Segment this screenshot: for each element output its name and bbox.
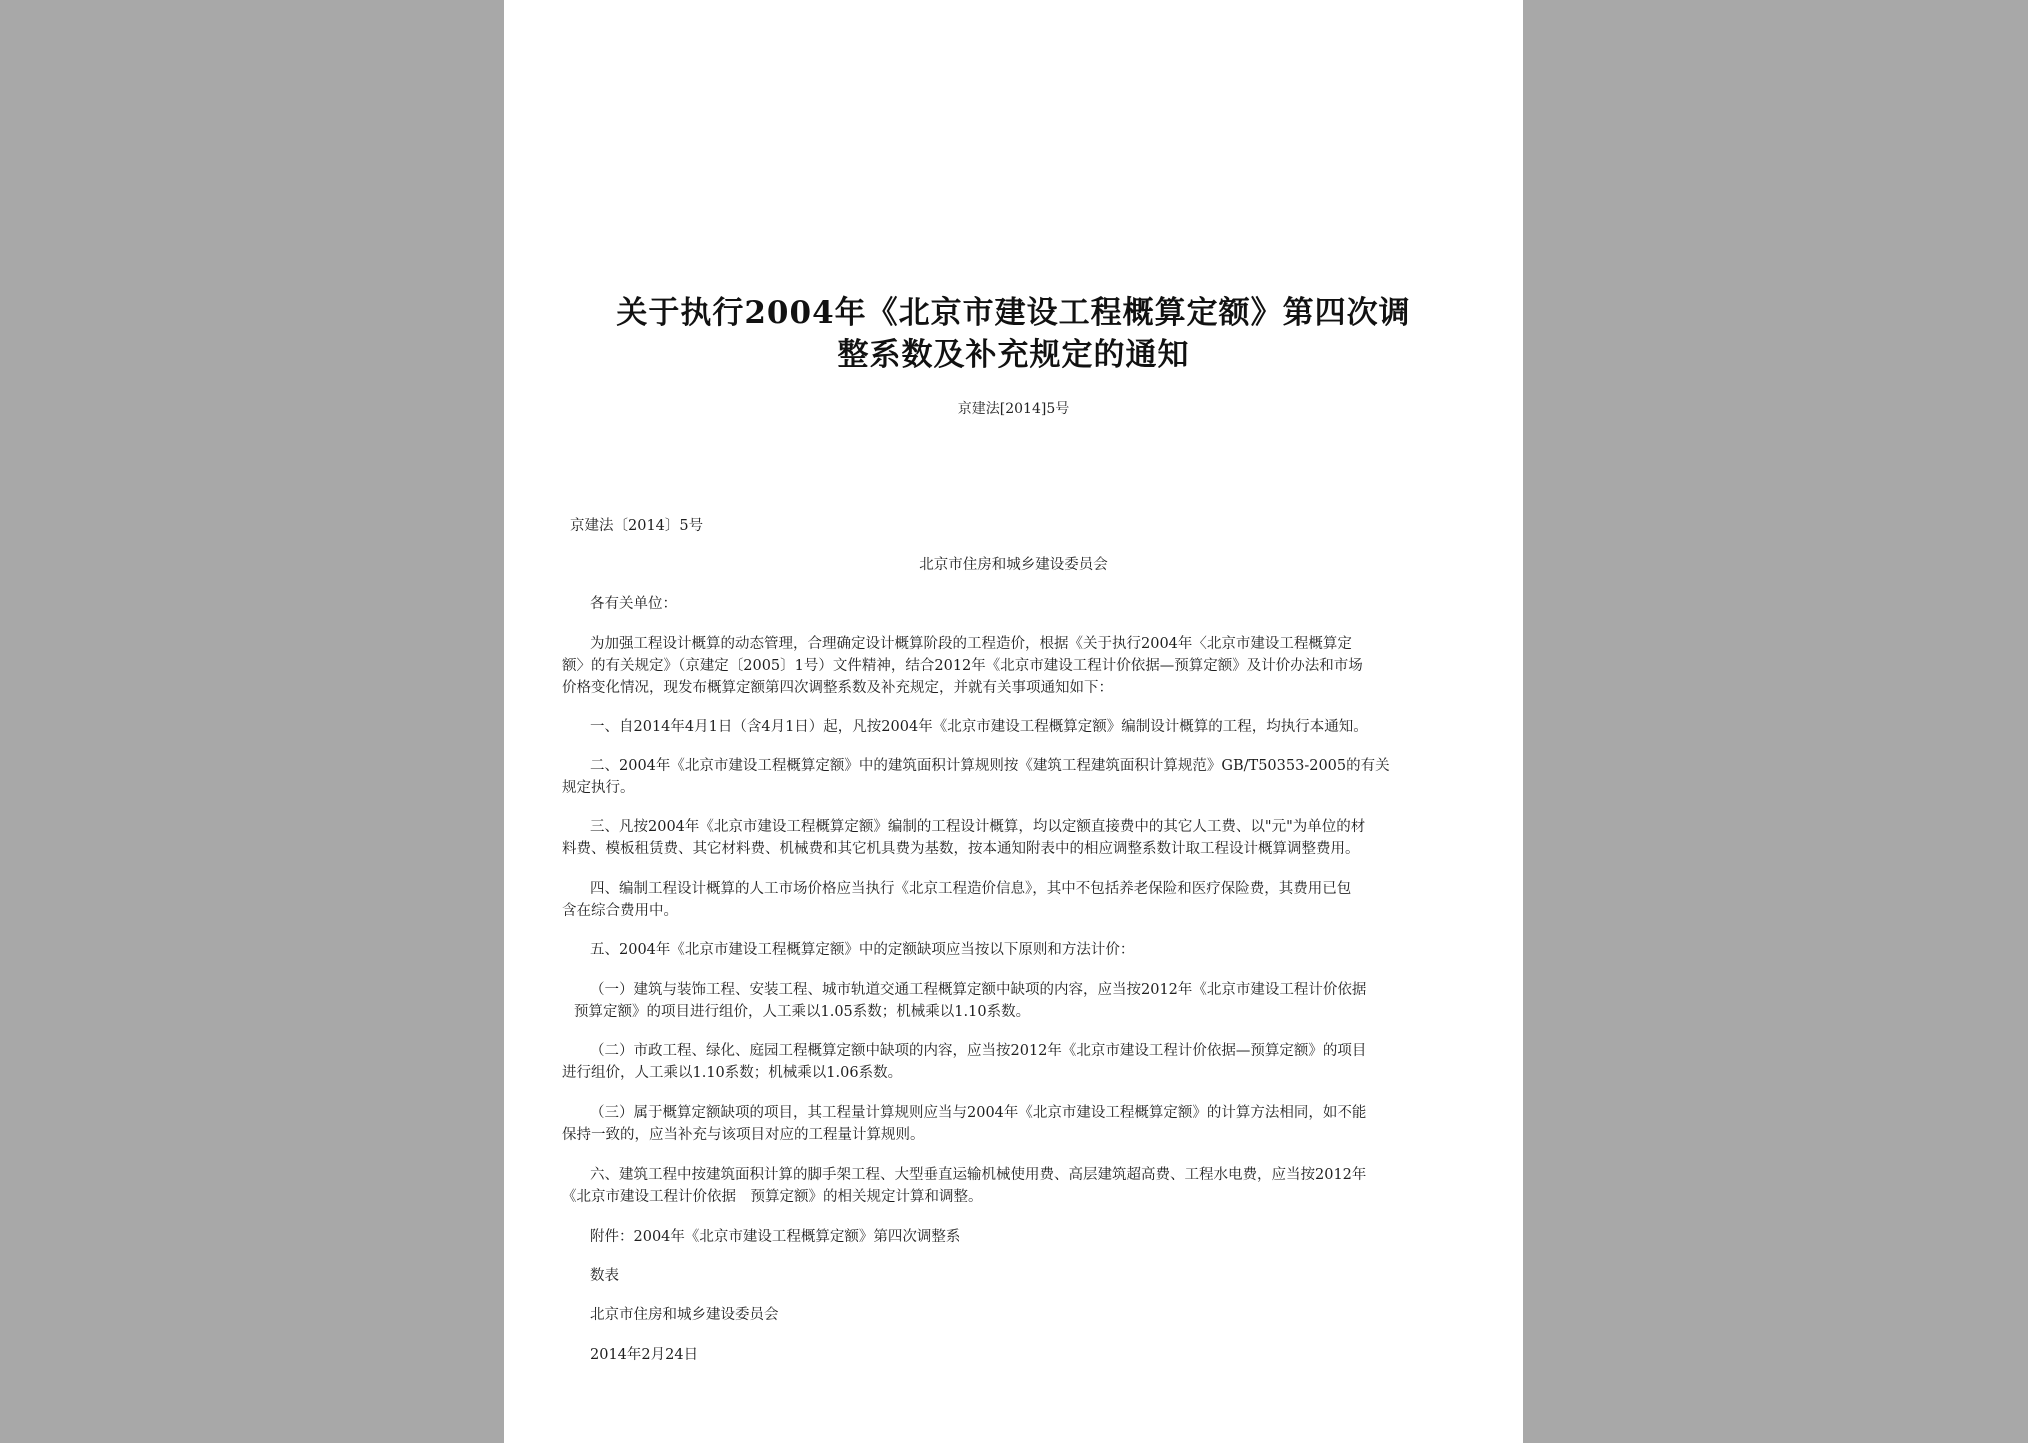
- paragraph-line: 规定执行。: [562, 780, 635, 796]
- paragraph-line: 料费、模板租赁费、其它材料费、机械费和其它机具费为基数，按本通知附表中的相应调整系数计取工程设计概算调整费用。: [562, 841, 1360, 857]
- paragraph-line: 价格变化情况，现发布概算定额第四次调整系数及补充规定，并就有关事项通知如下：: [562, 680, 1113, 696]
- paragraph-line: 三、凡按2004年《北京市建设工程概算定额》编制的工程设计概算，均以定额直接费中的其它人工费、以"元"为单位的材: [590, 819, 1366, 835]
- attachment-line: 附件：2004年《北京市建设工程概算定额》第四次调整系: [590, 1229, 961, 1245]
- paragraph-line: （二）市政工程、绿化、庭园工程概算定额中缺项的内容，应当按2012年《北京市建设工程计价依据—预算定额》的项目: [590, 1043, 1367, 1059]
- paragraph-line: 含在综合费用中。: [562, 903, 678, 919]
- paragraph-line: 四、编制工程设计概算的人工市场价格应当执行《北京工程造价信息》，其中不包括养老保险和医疗保险费，其费用已包: [590, 881, 1352, 897]
- paragraph-line: 《北京市建设工程计价依据 预算定额》的相关规定计算和调整。: [562, 1189, 983, 1205]
- paragraph-line: （一）建筑与装饰工程、安装工程、城市轨道交通工程概算定额中缺项的内容，应当按2012年《北京市建设工程计价依据: [590, 982, 1367, 998]
- issue-date: 2014年2月24日: [590, 1347, 699, 1363]
- paragraph-line: 二、2004年《北京市建设工程概算定额》中的建筑面积计算规则按《建筑工程建筑面积计算规范》GB/T50353-2005的有关: [590, 758, 1390, 774]
- paragraph-line: 六、建筑工程中按建筑面积计算的脚手架工程、大型垂直运输机械使用费、高层建筑超高费、工程水电费，应当按2012年: [590, 1167, 1367, 1183]
- issuer-name: 北京市住房和城乡建设委员会: [919, 557, 1108, 573]
- paragraph-line: 进行组价，人工乘以1.10系数；机械乘以1.06系数。: [562, 1065, 903, 1081]
- paragraph-line: 预算定额》的项目进行组价，人工乘以1.05系数；机械乘以1.10系数。: [574, 1004, 1031, 1020]
- paragraph-line: （三）属于概算定额缺项的项目，其工程量计算规则应当与2004年《北京市建设工程概算定额》的计算方法相同，如不能: [590, 1105, 1367, 1121]
- document-title-line-2: 整系数及补充规定的通知: [837, 337, 1190, 373]
- signature: 北京市住房和城乡建设委员会: [590, 1307, 779, 1323]
- paragraph-line: 五、2004年《北京市建设工程概算定额》中的定额缺项应当按以下原则和方法计价：: [590, 942, 1135, 958]
- paragraph-line: 额〉的有关规定》（京建定〔2005〕1号）文件精神，结合2012年《北京市建设工程计价依据—预算定额》及计价办法和市场: [562, 658, 1363, 674]
- document-number: 京建法[2014]5号: [957, 401, 1070, 417]
- salutation: 各有关单位：: [590, 596, 677, 612]
- document-title-line-1: 关于执行2004年《北京市建设工程概算定额》第四次调: [616, 295, 1411, 331]
- paragraph-line: 为加强工程设计概算的动态管理，合理确定设计概算阶段的工程造价，根据《关于执行2004年〈北京市建设工程概算定: [590, 636, 1352, 652]
- paragraph-line: 一、自2014年4月1日（含4月1日）起，凡按2004年《北京市建设工程概算定额》编制设计概算的工程，均执行本通知。: [590, 719, 1368, 735]
- attachment-line-continued: 数表: [590, 1268, 619, 1284]
- paragraph-line: 保持一致的，应当补充与该项目对应的工程量计算规则。: [562, 1127, 925, 1143]
- reference-number: 京建法〔2014〕5号: [570, 518, 704, 534]
- document-page: [504, 0, 1523, 1443]
